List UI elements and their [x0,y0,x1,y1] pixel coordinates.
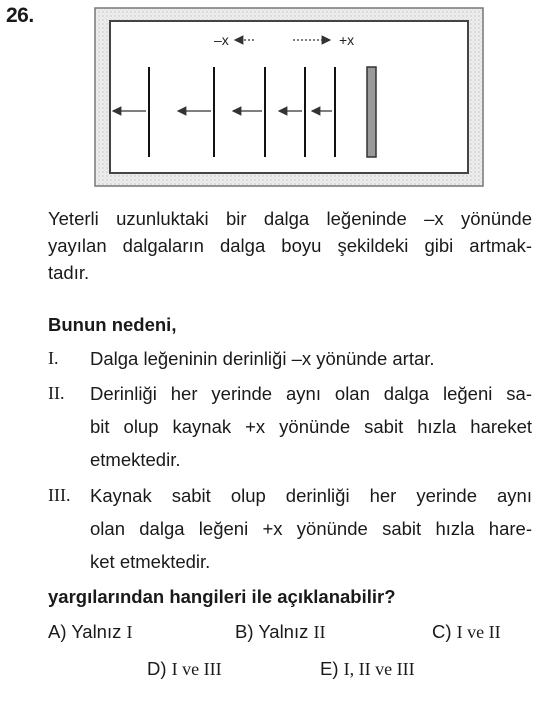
option-roman: I ve III [171,659,222,679]
option-a[interactable] [48,621,133,643]
statement-line: Kaynak sabit olup derinliği her yerinde aynı [90,485,532,506]
stem-line-3: tadır. [48,262,90,283]
option-letter: C) [432,621,452,642]
question-stem [48,205,532,286]
option-letter: E) [320,658,339,679]
question-prompt: Bunun nedeni, [48,314,177,335]
option-e[interactable] [320,658,415,680]
option-letter: B) [235,621,254,642]
statement-i [48,342,532,375]
question-number: 26. [6,4,34,27]
option-d[interactable] [147,658,222,680]
option-b[interactable] [235,621,326,643]
stem-line-2: yayılan dalgaların dalga boyu şekildeki gibi artmak- [48,235,532,256]
statement-line: Derinliği her yerinde aynı olan dalga leğeni sa- [90,383,532,404]
minus-x-label: –x [214,32,229,48]
statement-line: etmektedir. [90,449,181,470]
statement-numeral: I. [48,348,59,368]
stem-line-1: Yeterli uzunluktaki bir dalga leğeninde –x yönünde [48,208,532,229]
option-text: Yalnız [71,621,122,642]
plus-x-label: +x [339,32,355,48]
option-roman: I [126,622,133,642]
statement-line: olan dalga leğeni +x yönünde sabit hızla hare- [90,518,532,539]
wave-source [367,67,376,157]
wave-tank-diagram [94,7,484,187]
tank-water-area [110,21,468,173]
statement-ii [48,377,532,477]
option-letter: A) [48,621,67,642]
statement-numeral: III. [48,485,71,505]
option-text: Yalnız [258,621,309,642]
option-roman: I, II ve III [343,659,415,679]
statement-line: ket etmektedir. [90,551,211,572]
option-letter: D) [147,658,167,679]
statement-numeral: II. [48,383,65,403]
statement-line: bit olup kaynak +x yönünde sabit hızla hareket [90,416,532,437]
wave-tank-figure [94,7,484,187]
option-roman: I ve II [456,622,501,642]
option-roman: II [313,622,326,642]
question-text: yargılarından hangileri ile açıklanabilir? [48,586,396,607]
statement-line: Dalga leğeninin derinliği –x yönünde artar. [90,348,435,369]
option-c[interactable] [432,621,501,643]
statement-iii [48,479,532,579]
